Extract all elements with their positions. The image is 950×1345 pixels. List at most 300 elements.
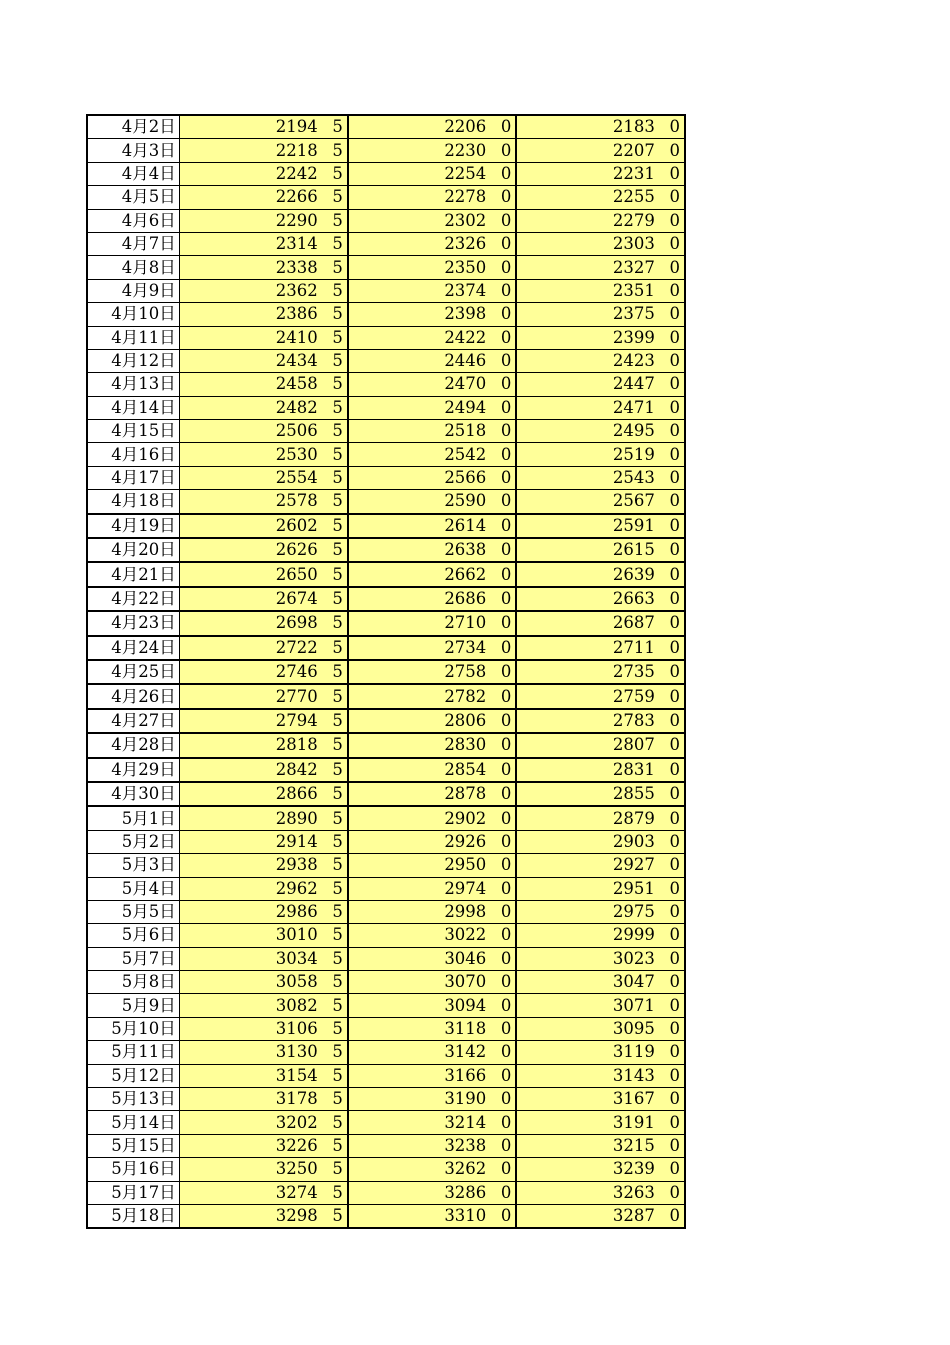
date-cell[interactable]: 5月3日 xyxy=(87,854,179,877)
value-cell-a[interactable]: 2746 xyxy=(179,660,320,684)
value-cell-c[interactable]: 2303 xyxy=(516,232,657,255)
flag-cell-b[interactable]: 0 xyxy=(489,1017,516,1040)
value-cell-c[interactable]: 3215 xyxy=(516,1134,657,1157)
date-cell[interactable]: 4月21日 xyxy=(87,562,179,586)
value-cell-a[interactable]: 2842 xyxy=(179,758,320,782)
flag-cell-b[interactable]: 0 xyxy=(489,947,516,970)
value-cell-b[interactable]: 2758 xyxy=(348,660,489,684)
value-cell-b[interactable]: 2374 xyxy=(348,279,489,302)
flag-cell-b[interactable]: 0 xyxy=(489,854,516,877)
value-cell-b[interactable]: 2278 xyxy=(348,186,489,209)
flag-cell-a[interactable]: 5 xyxy=(321,256,348,279)
flag-cell-b[interactable]: 0 xyxy=(489,806,516,830)
value-cell-c[interactable]: 2567 xyxy=(516,490,657,514)
flag-cell-c[interactable]: 0 xyxy=(658,1134,685,1157)
flag-cell-a[interactable]: 5 xyxy=(321,1204,348,1228)
flag-cell-a[interactable]: 5 xyxy=(321,139,348,162)
flag-cell-c[interactable]: 0 xyxy=(658,514,685,538)
date-cell[interactable]: 5月4日 xyxy=(87,877,179,900)
value-cell-b[interactable]: 2638 xyxy=(348,538,489,562)
flag-cell-a[interactable]: 5 xyxy=(321,877,348,900)
flag-cell-c[interactable]: 0 xyxy=(658,279,685,302)
value-cell-b[interactable]: 2710 xyxy=(348,611,489,635)
value-cell-c[interactable]: 2855 xyxy=(516,782,657,806)
date-cell[interactable]: 4月9日 xyxy=(87,279,179,302)
value-cell-a[interactable]: 2314 xyxy=(179,232,320,255)
flag-cell-b[interactable]: 0 xyxy=(489,162,516,185)
flag-cell-a[interactable]: 5 xyxy=(321,924,348,947)
flag-cell-c[interactable]: 0 xyxy=(658,349,685,372)
flag-cell-b[interactable]: 0 xyxy=(489,1204,516,1228)
flag-cell-a[interactable]: 5 xyxy=(321,1088,348,1111)
value-cell-c[interactable]: 2255 xyxy=(516,186,657,209)
value-cell-b[interactable]: 2206 xyxy=(348,115,489,139)
flag-cell-c[interactable]: 0 xyxy=(658,162,685,185)
flag-cell-a[interactable]: 5 xyxy=(321,758,348,782)
flag-cell-b[interactable]: 0 xyxy=(489,758,516,782)
value-cell-a[interactable]: 2818 xyxy=(179,733,320,757)
value-cell-a[interactable]: 3274 xyxy=(179,1181,320,1204)
value-cell-b[interactable]: 2446 xyxy=(348,349,489,372)
value-cell-a[interactable]: 3154 xyxy=(179,1064,320,1087)
value-cell-c[interactable]: 3095 xyxy=(516,1017,657,1040)
flag-cell-b[interactable]: 0 xyxy=(489,514,516,538)
value-cell-c[interactable]: 2519 xyxy=(516,443,657,466)
value-cell-b[interactable]: 2254 xyxy=(348,162,489,185)
flag-cell-b[interactable]: 0 xyxy=(489,562,516,586)
value-cell-b[interactable]: 2326 xyxy=(348,232,489,255)
date-cell[interactable]: 4月25日 xyxy=(87,660,179,684)
flag-cell-b[interactable]: 0 xyxy=(489,373,516,396)
flag-cell-b[interactable]: 0 xyxy=(489,186,516,209)
flag-cell-c[interactable]: 0 xyxy=(658,1111,685,1134)
date-cell[interactable]: 4月23日 xyxy=(87,611,179,635)
flag-cell-a[interactable]: 5 xyxy=(321,162,348,185)
value-cell-b[interactable]: 2734 xyxy=(348,636,489,660)
date-cell[interactable]: 5月17日 xyxy=(87,1181,179,1204)
value-cell-c[interactable]: 3167 xyxy=(516,1088,657,1111)
flag-cell-a[interactable]: 5 xyxy=(321,396,348,419)
flag-cell-a[interactable]: 5 xyxy=(321,538,348,562)
flag-cell-b[interactable]: 0 xyxy=(489,115,516,139)
value-cell-a[interactable]: 2794 xyxy=(179,709,320,733)
date-cell[interactable]: 5月15日 xyxy=(87,1134,179,1157)
value-cell-b[interactable]: 3166 xyxy=(348,1064,489,1087)
value-cell-c[interactable]: 2591 xyxy=(516,514,657,538)
flag-cell-c[interactable]: 0 xyxy=(658,660,685,684)
value-cell-c[interactable]: 3071 xyxy=(516,994,657,1017)
flag-cell-b[interactable]: 0 xyxy=(489,830,516,853)
value-cell-c[interactable]: 2759 xyxy=(516,684,657,708)
flag-cell-a[interactable]: 5 xyxy=(321,1041,348,1064)
flag-cell-c[interactable]: 0 xyxy=(658,709,685,733)
value-cell-c[interactable]: 3119 xyxy=(516,1041,657,1064)
value-cell-a[interactable]: 2554 xyxy=(179,466,320,489)
flag-cell-a[interactable]: 5 xyxy=(321,373,348,396)
value-cell-c[interactable]: 2903 xyxy=(516,830,657,853)
flag-cell-a[interactable]: 5 xyxy=(321,1064,348,1087)
value-cell-a[interactable]: 3082 xyxy=(179,994,320,1017)
value-cell-c[interactable]: 3287 xyxy=(516,1204,657,1228)
flag-cell-c[interactable]: 0 xyxy=(658,924,685,947)
flag-cell-c[interactable]: 0 xyxy=(658,854,685,877)
flag-cell-a[interactable]: 5 xyxy=(321,611,348,635)
flag-cell-c[interactable]: 0 xyxy=(658,611,685,635)
date-cell[interactable]: 4月19日 xyxy=(87,514,179,538)
flag-cell-c[interactable]: 0 xyxy=(658,971,685,994)
flag-cell-a[interactable]: 5 xyxy=(321,994,348,1017)
value-cell-b[interactable]: 3286 xyxy=(348,1181,489,1204)
flag-cell-b[interactable]: 0 xyxy=(489,1111,516,1134)
value-cell-c[interactable]: 2543 xyxy=(516,466,657,489)
value-cell-c[interactable]: 2423 xyxy=(516,349,657,372)
date-cell[interactable]: 4月6日 xyxy=(87,209,179,232)
flag-cell-c[interactable]: 0 xyxy=(658,877,685,900)
flag-cell-a[interactable]: 5 xyxy=(321,466,348,489)
flag-cell-b[interactable]: 0 xyxy=(489,420,516,443)
value-cell-b[interactable]: 2494 xyxy=(348,396,489,419)
value-cell-a[interactable]: 2482 xyxy=(179,396,320,419)
value-cell-c[interactable]: 2999 xyxy=(516,924,657,947)
flag-cell-a[interactable]: 5 xyxy=(321,684,348,708)
value-cell-a[interactable]: 3130 xyxy=(179,1041,320,1064)
flag-cell-a[interactable]: 5 xyxy=(321,490,348,514)
flag-cell-a[interactable]: 5 xyxy=(321,1158,348,1181)
value-cell-a[interactable]: 2914 xyxy=(179,830,320,853)
flag-cell-a[interactable]: 5 xyxy=(321,349,348,372)
value-cell-c[interactable]: 2831 xyxy=(516,758,657,782)
value-cell-a[interactable]: 2266 xyxy=(179,186,320,209)
value-cell-b[interactable]: 2686 xyxy=(348,587,489,611)
value-cell-a[interactable]: 2218 xyxy=(179,139,320,162)
value-cell-a[interactable]: 3202 xyxy=(179,1111,320,1134)
date-cell[interactable]: 4月27日 xyxy=(87,709,179,733)
value-cell-b[interactable]: 3094 xyxy=(348,994,489,1017)
flag-cell-a[interactable]: 5 xyxy=(321,971,348,994)
flag-cell-a[interactable]: 5 xyxy=(321,636,348,660)
flag-cell-a[interactable]: 5 xyxy=(321,115,348,139)
date-cell[interactable]: 5月5日 xyxy=(87,900,179,923)
flag-cell-b[interactable]: 0 xyxy=(489,782,516,806)
date-cell[interactable]: 4月30日 xyxy=(87,782,179,806)
flag-cell-b[interactable]: 0 xyxy=(489,490,516,514)
flag-cell-b[interactable]: 0 xyxy=(489,139,516,162)
flag-cell-a[interactable]: 5 xyxy=(321,947,348,970)
flag-cell-b[interactable]: 0 xyxy=(489,994,516,1017)
value-cell-a[interactable]: 2626 xyxy=(179,538,320,562)
flag-cell-b[interactable]: 0 xyxy=(489,303,516,326)
flag-cell-a[interactable]: 5 xyxy=(321,782,348,806)
value-cell-c[interactable]: 2351 xyxy=(516,279,657,302)
value-cell-b[interactable]: 2878 xyxy=(348,782,489,806)
flag-cell-a[interactable]: 5 xyxy=(321,279,348,302)
flag-cell-b[interactable]: 0 xyxy=(489,924,516,947)
date-cell[interactable]: 4月8日 xyxy=(87,256,179,279)
value-cell-c[interactable]: 2447 xyxy=(516,373,657,396)
flag-cell-a[interactable]: 5 xyxy=(321,709,348,733)
flag-cell-c[interactable]: 0 xyxy=(658,256,685,279)
value-cell-c[interactable]: 2375 xyxy=(516,303,657,326)
value-cell-b[interactable]: 2542 xyxy=(348,443,489,466)
value-cell-b[interactable]: 3022 xyxy=(348,924,489,947)
date-cell[interactable]: 5月1日 xyxy=(87,806,179,830)
value-cell-a[interactable]: 2866 xyxy=(179,782,320,806)
value-cell-a[interactable]: 2890 xyxy=(179,806,320,830)
value-cell-c[interactable]: 2231 xyxy=(516,162,657,185)
flag-cell-b[interactable]: 0 xyxy=(489,209,516,232)
date-cell[interactable]: 4月22日 xyxy=(87,587,179,611)
value-cell-b[interactable]: 2974 xyxy=(348,877,489,900)
value-cell-a[interactable]: 2674 xyxy=(179,587,320,611)
flag-cell-b[interactable]: 0 xyxy=(489,733,516,757)
date-cell[interactable]: 4月17日 xyxy=(87,466,179,489)
value-cell-a[interactable]: 2434 xyxy=(179,349,320,372)
flag-cell-c[interactable]: 0 xyxy=(658,490,685,514)
flag-cell-a[interactable]: 5 xyxy=(321,900,348,923)
flag-cell-a[interactable]: 5 xyxy=(321,562,348,586)
value-cell-a[interactable]: 2194 xyxy=(179,115,320,139)
flag-cell-b[interactable]: 0 xyxy=(489,1158,516,1181)
value-cell-a[interactable]: 2242 xyxy=(179,162,320,185)
value-cell-a[interactable]: 3010 xyxy=(179,924,320,947)
value-cell-c[interactable]: 3047 xyxy=(516,971,657,994)
value-cell-a[interactable]: 3178 xyxy=(179,1088,320,1111)
value-cell-b[interactable]: 2902 xyxy=(348,806,489,830)
value-cell-c[interactable]: 3191 xyxy=(516,1111,657,1134)
flag-cell-b[interactable]: 0 xyxy=(489,326,516,349)
flag-cell-a[interactable]: 5 xyxy=(321,303,348,326)
flag-cell-b[interactable]: 0 xyxy=(489,1181,516,1204)
flag-cell-c[interactable]: 0 xyxy=(658,209,685,232)
value-cell-b[interactable]: 2302 xyxy=(348,209,489,232)
flag-cell-b[interactable]: 0 xyxy=(489,466,516,489)
value-cell-a[interactable]: 3106 xyxy=(179,1017,320,1040)
value-cell-c[interactable]: 2711 xyxy=(516,636,657,660)
value-cell-b[interactable]: 2470 xyxy=(348,373,489,396)
value-cell-a[interactable]: 2458 xyxy=(179,373,320,396)
flag-cell-a[interactable]: 5 xyxy=(321,420,348,443)
flag-cell-c[interactable]: 0 xyxy=(658,186,685,209)
flag-cell-a[interactable]: 5 xyxy=(321,733,348,757)
value-cell-c[interactable]: 2495 xyxy=(516,420,657,443)
value-cell-b[interactable]: 2782 xyxy=(348,684,489,708)
value-cell-c[interactable]: 2975 xyxy=(516,900,657,923)
value-cell-b[interactable]: 2518 xyxy=(348,420,489,443)
flag-cell-c[interactable]: 0 xyxy=(658,733,685,757)
value-cell-a[interactable]: 2410 xyxy=(179,326,320,349)
value-cell-c[interactable]: 2951 xyxy=(516,877,657,900)
flag-cell-c[interactable]: 0 xyxy=(658,1088,685,1111)
value-cell-c[interactable]: 3263 xyxy=(516,1181,657,1204)
flag-cell-c[interactable]: 0 xyxy=(658,538,685,562)
flag-cell-a[interactable]: 5 xyxy=(321,209,348,232)
value-cell-b[interactable]: 3046 xyxy=(348,947,489,970)
value-cell-b[interactable]: 2614 xyxy=(348,514,489,538)
date-cell[interactable]: 4月15日 xyxy=(87,420,179,443)
flag-cell-a[interactable]: 5 xyxy=(321,232,348,255)
flag-cell-c[interactable]: 0 xyxy=(658,782,685,806)
flag-cell-b[interactable]: 0 xyxy=(489,538,516,562)
flag-cell-c[interactable]: 0 xyxy=(658,947,685,970)
value-cell-a[interactable]: 3298 xyxy=(179,1204,320,1228)
value-cell-c[interactable]: 2927 xyxy=(516,854,657,877)
flag-cell-c[interactable]: 0 xyxy=(658,806,685,830)
flag-cell-c[interactable]: 0 xyxy=(658,1041,685,1064)
value-cell-a[interactable]: 3058 xyxy=(179,971,320,994)
flag-cell-b[interactable]: 0 xyxy=(489,684,516,708)
value-cell-b[interactable]: 3142 xyxy=(348,1041,489,1064)
value-cell-a[interactable]: 2698 xyxy=(179,611,320,635)
flag-cell-c[interactable]: 0 xyxy=(658,684,685,708)
flag-cell-a[interactable]: 5 xyxy=(321,514,348,538)
flag-cell-a[interactable]: 5 xyxy=(321,326,348,349)
date-cell[interactable]: 4月16日 xyxy=(87,443,179,466)
value-cell-a[interactable]: 2962 xyxy=(179,877,320,900)
value-cell-a[interactable]: 2290 xyxy=(179,209,320,232)
flag-cell-c[interactable]: 0 xyxy=(658,900,685,923)
flag-cell-b[interactable]: 0 xyxy=(489,709,516,733)
value-cell-b[interactable]: 3214 xyxy=(348,1111,489,1134)
date-cell[interactable]: 5月12日 xyxy=(87,1064,179,1087)
date-cell[interactable]: 5月6日 xyxy=(87,924,179,947)
flag-cell-c[interactable]: 0 xyxy=(658,466,685,489)
flag-cell-a[interactable]: 5 xyxy=(321,660,348,684)
value-cell-b[interactable]: 2590 xyxy=(348,490,489,514)
value-cell-c[interactable]: 3023 xyxy=(516,947,657,970)
value-cell-b[interactable]: 2950 xyxy=(348,854,489,877)
value-cell-a[interactable]: 2578 xyxy=(179,490,320,514)
value-cell-a[interactable]: 2938 xyxy=(179,854,320,877)
date-cell[interactable]: 5月16日 xyxy=(87,1158,179,1181)
date-cell[interactable]: 4月28日 xyxy=(87,733,179,757)
flag-cell-b[interactable]: 0 xyxy=(489,232,516,255)
flag-cell-c[interactable]: 0 xyxy=(658,115,685,139)
flag-cell-a[interactable]: 5 xyxy=(321,186,348,209)
flag-cell-b[interactable]: 0 xyxy=(489,587,516,611)
value-cell-c[interactable]: 3143 xyxy=(516,1064,657,1087)
flag-cell-b[interactable]: 0 xyxy=(489,279,516,302)
value-cell-b[interactable]: 2830 xyxy=(348,733,489,757)
value-cell-a[interactable]: 2506 xyxy=(179,420,320,443)
value-cell-b[interactable]: 3070 xyxy=(348,971,489,994)
value-cell-a[interactable]: 2530 xyxy=(179,443,320,466)
value-cell-c[interactable]: 2687 xyxy=(516,611,657,635)
value-cell-b[interactable]: 2422 xyxy=(348,326,489,349)
date-cell[interactable]: 4月14日 xyxy=(87,396,179,419)
date-cell[interactable]: 5月11日 xyxy=(87,1041,179,1064)
date-cell[interactable]: 4月11日 xyxy=(87,326,179,349)
flag-cell-b[interactable]: 0 xyxy=(489,636,516,660)
value-cell-b[interactable]: 2854 xyxy=(348,758,489,782)
flag-cell-b[interactable]: 0 xyxy=(489,900,516,923)
flag-cell-c[interactable]: 0 xyxy=(658,1064,685,1087)
flag-cell-b[interactable]: 0 xyxy=(489,877,516,900)
value-cell-c[interactable]: 2327 xyxy=(516,256,657,279)
value-cell-b[interactable]: 2998 xyxy=(348,900,489,923)
flag-cell-b[interactable]: 0 xyxy=(489,611,516,635)
flag-cell-c[interactable]: 0 xyxy=(658,1158,685,1181)
flag-cell-b[interactable]: 0 xyxy=(489,971,516,994)
date-cell[interactable]: 5月2日 xyxy=(87,830,179,853)
value-cell-b[interactable]: 3310 xyxy=(348,1204,489,1228)
flag-cell-c[interactable]: 0 xyxy=(658,994,685,1017)
flag-cell-c[interactable]: 0 xyxy=(658,562,685,586)
value-cell-a[interactable]: 2650 xyxy=(179,562,320,586)
value-cell-c[interactable]: 2639 xyxy=(516,562,657,586)
date-cell[interactable]: 4月12日 xyxy=(87,349,179,372)
flag-cell-c[interactable]: 0 xyxy=(658,303,685,326)
flag-cell-b[interactable]: 0 xyxy=(489,396,516,419)
date-cell[interactable]: 4月13日 xyxy=(87,373,179,396)
flag-cell-c[interactable]: 0 xyxy=(658,139,685,162)
flag-cell-c[interactable]: 0 xyxy=(658,1204,685,1228)
value-cell-b[interactable]: 3238 xyxy=(348,1134,489,1157)
date-cell[interactable]: 4月10日 xyxy=(87,303,179,326)
date-cell[interactable]: 4月29日 xyxy=(87,758,179,782)
value-cell-a[interactable]: 3034 xyxy=(179,947,320,970)
flag-cell-c[interactable]: 0 xyxy=(658,1017,685,1040)
value-cell-b[interactable]: 2926 xyxy=(348,830,489,853)
date-cell[interactable]: 5月8日 xyxy=(87,971,179,994)
flag-cell-c[interactable]: 0 xyxy=(658,636,685,660)
value-cell-b[interactable]: 3118 xyxy=(348,1017,489,1040)
flag-cell-b[interactable]: 0 xyxy=(489,1064,516,1087)
value-cell-b[interactable]: 3262 xyxy=(348,1158,489,1181)
flag-cell-c[interactable]: 0 xyxy=(658,587,685,611)
value-cell-b[interactable]: 2350 xyxy=(348,256,489,279)
value-cell-a[interactable]: 2770 xyxy=(179,684,320,708)
flag-cell-b[interactable]: 0 xyxy=(489,349,516,372)
flag-cell-b[interactable]: 0 xyxy=(489,1088,516,1111)
value-cell-a[interactable]: 2986 xyxy=(179,900,320,923)
date-cell[interactable]: 5月13日 xyxy=(87,1088,179,1111)
value-cell-a[interactable]: 3226 xyxy=(179,1134,320,1157)
flag-cell-b[interactable]: 0 xyxy=(489,256,516,279)
date-cell[interactable]: 4月4日 xyxy=(87,162,179,185)
value-cell-b[interactable]: 2566 xyxy=(348,466,489,489)
flag-cell-a[interactable]: 5 xyxy=(321,1017,348,1040)
flag-cell-c[interactable]: 0 xyxy=(658,443,685,466)
date-cell[interactable]: 4月26日 xyxy=(87,684,179,708)
value-cell-a[interactable]: 2602 xyxy=(179,514,320,538)
flag-cell-a[interactable]: 5 xyxy=(321,854,348,877)
date-cell[interactable]: 4月5日 xyxy=(87,186,179,209)
flag-cell-c[interactable]: 0 xyxy=(658,1181,685,1204)
flag-cell-c[interactable]: 0 xyxy=(658,420,685,443)
value-cell-c[interactable]: 3239 xyxy=(516,1158,657,1181)
value-cell-a[interactable]: 2386 xyxy=(179,303,320,326)
value-cell-b[interactable]: 2662 xyxy=(348,562,489,586)
flag-cell-a[interactable]: 5 xyxy=(321,1134,348,1157)
value-cell-b[interactable]: 2806 xyxy=(348,709,489,733)
flag-cell-a[interactable]: 5 xyxy=(321,806,348,830)
value-cell-c[interactable]: 2807 xyxy=(516,733,657,757)
flag-cell-c[interactable]: 0 xyxy=(658,830,685,853)
flag-cell-c[interactable]: 0 xyxy=(658,373,685,396)
date-cell[interactable]: 4月7日 xyxy=(87,232,179,255)
value-cell-c[interactable]: 2471 xyxy=(516,396,657,419)
date-cell[interactable]: 5月7日 xyxy=(87,947,179,970)
date-cell[interactable]: 4月2日 xyxy=(87,115,179,139)
value-cell-a[interactable]: 2722 xyxy=(179,636,320,660)
value-cell-a[interactable]: 2338 xyxy=(179,256,320,279)
date-cell[interactable]: 5月10日 xyxy=(87,1017,179,1040)
date-cell[interactable]: 4月18日 xyxy=(87,490,179,514)
flag-cell-a[interactable]: 5 xyxy=(321,830,348,853)
flag-cell-c[interactable]: 0 xyxy=(658,326,685,349)
value-cell-c[interactable]: 2783 xyxy=(516,709,657,733)
date-cell[interactable]: 5月9日 xyxy=(87,994,179,1017)
